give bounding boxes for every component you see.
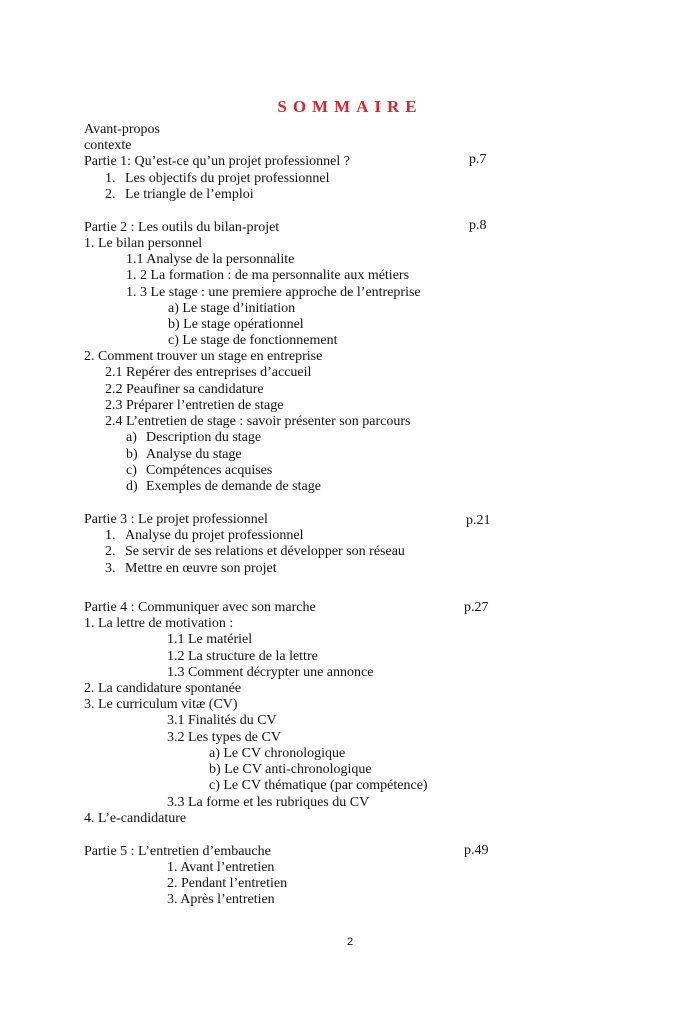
toc-part-3: Partie 3 : Le projet professionnel — [84, 512, 268, 527]
page-ref-part-2: p.8 — [469, 218, 487, 233]
toc-entry-label: Exemples de demande de stage — [146, 479, 321, 494]
list-number: 3. — [105, 561, 116, 576]
toc-entry — [126, 479, 321, 495]
list-number: c) — [126, 463, 137, 478]
toc-part-2: Partie 2 : Les outils du bilan-projet — [84, 220, 280, 235]
toc-entry: 1. 3 Le stage : une premiere approche de l’entreprise — [126, 285, 421, 300]
toc-entry — [105, 561, 277, 577]
toc-entry: 4. L’e-candidature — [84, 811, 187, 826]
toc-entry: contexte — [84, 138, 132, 153]
toc-entry-label: Description du stage — [146, 430, 262, 445]
page-ref-part-5: p.49 — [464, 843, 489, 858]
list-number: 1. — [105, 171, 116, 186]
toc-entry: 1.1 Le matériel — [167, 632, 253, 647]
toc-entry: 1. Le bilan personnel — [84, 236, 203, 251]
toc-entry — [105, 528, 303, 544]
toc-entry — [126, 430, 261, 446]
toc-entry: 2.2 Peaufiner sa candidature — [105, 382, 264, 397]
page-number: 2 — [346, 936, 354, 948]
toc-entry: 3.3 La forme et les rubriques du CV — [167, 795, 370, 810]
toc-entry: 2. La candidature spontanée — [84, 681, 242, 696]
toc-entry: 1.1 Analyse de la personnalite — [126, 252, 295, 267]
toc-entry: 3.1 Finalités du CV — [167, 713, 277, 728]
toc-entry: a) Le stage d’initiation — [168, 301, 296, 316]
toc-entry: 2.1 Repérer des entreprises d’accueil — [105, 365, 312, 380]
list-number: a) — [126, 430, 137, 445]
toc-entry-label: Le triangle de l’emploi — [125, 187, 254, 202]
toc-part-1: Partie 1: Qu’est-ce qu’un projet professionnel ? — [84, 154, 350, 169]
toc-entry: 1.2 La structure de la lettre — [167, 649, 318, 664]
list-number: 1. — [105, 528, 116, 543]
toc-entry-label: Les objectifs du projet professionnel — [125, 171, 330, 186]
toc-entry — [105, 187, 254, 203]
toc-entry: 2. Comment trouver un stage en entreprise — [84, 349, 323, 364]
toc-entry — [105, 171, 330, 187]
toc-entry-label: Analyse du stage — [146, 447, 242, 462]
toc-entry: b) Le stage opérationnel — [168, 317, 304, 332]
toc-entry: 2. Pendant l’entretien — [167, 876, 288, 891]
page-title: SOMMAIRE — [277, 97, 423, 116]
toc-entry: 1.3 Comment décrypter une annonce — [167, 665, 374, 680]
toc-entry: c) Le CV thématique (par compétence) — [209, 778, 428, 793]
toc-entry: 1. La lettre de motivation : — [84, 616, 234, 631]
toc-entry — [126, 447, 242, 463]
list-number: 2. — [105, 187, 116, 202]
toc-entry: 1. Avant l’entretien — [167, 860, 275, 875]
toc-entry-label: Compétences acquises — [146, 463, 273, 478]
toc-entry: c) Le stage de fonctionnement — [168, 333, 338, 348]
toc-entry-label: Mettre en œuvre son projet — [125, 561, 277, 576]
toc-entry: 1. 2 La formation : de ma personnalite aux métiers — [126, 268, 410, 283]
toc-entry — [126, 463, 272, 479]
toc-entry: b) Le CV anti-chronologique — [209, 762, 372, 777]
toc-entry-label: Se servir de ses relations et développer son réseau — [125, 544, 405, 559]
toc-entry — [105, 544, 405, 560]
toc-entry: a) Le CV chronologique — [209, 746, 346, 761]
toc-entry: 3.2 Les types de CV — [167, 730, 281, 745]
toc-entry: 2.3 Préparer l’entretien de stage — [105, 398, 284, 413]
page-ref-part-3: p.21 — [466, 513, 491, 528]
list-number: d) — [126, 479, 138, 494]
toc-entry: Avant-propos — [84, 122, 160, 137]
toc-entry: 3. Le curriculum vitæ (CV) — [84, 697, 238, 712]
toc-part-5: Partie 5 : L’entretien d’embauche — [84, 844, 271, 859]
list-number: 2. — [105, 544, 116, 559]
page-ref-part-4: p.27 — [464, 600, 489, 615]
toc-part-4: Partie 4 : Communiquer avec son marche — [84, 600, 316, 615]
toc-entry: 3. Après l’entretien — [167, 892, 275, 907]
toc-entry-label: Analyse du projet professionnel — [125, 528, 304, 543]
toc-entry: 2.4 L’entretien de stage : savoir présenter son parcours — [105, 414, 411, 429]
page-ref-part-1: p.7 — [469, 152, 487, 167]
list-number: b) — [126, 447, 138, 462]
